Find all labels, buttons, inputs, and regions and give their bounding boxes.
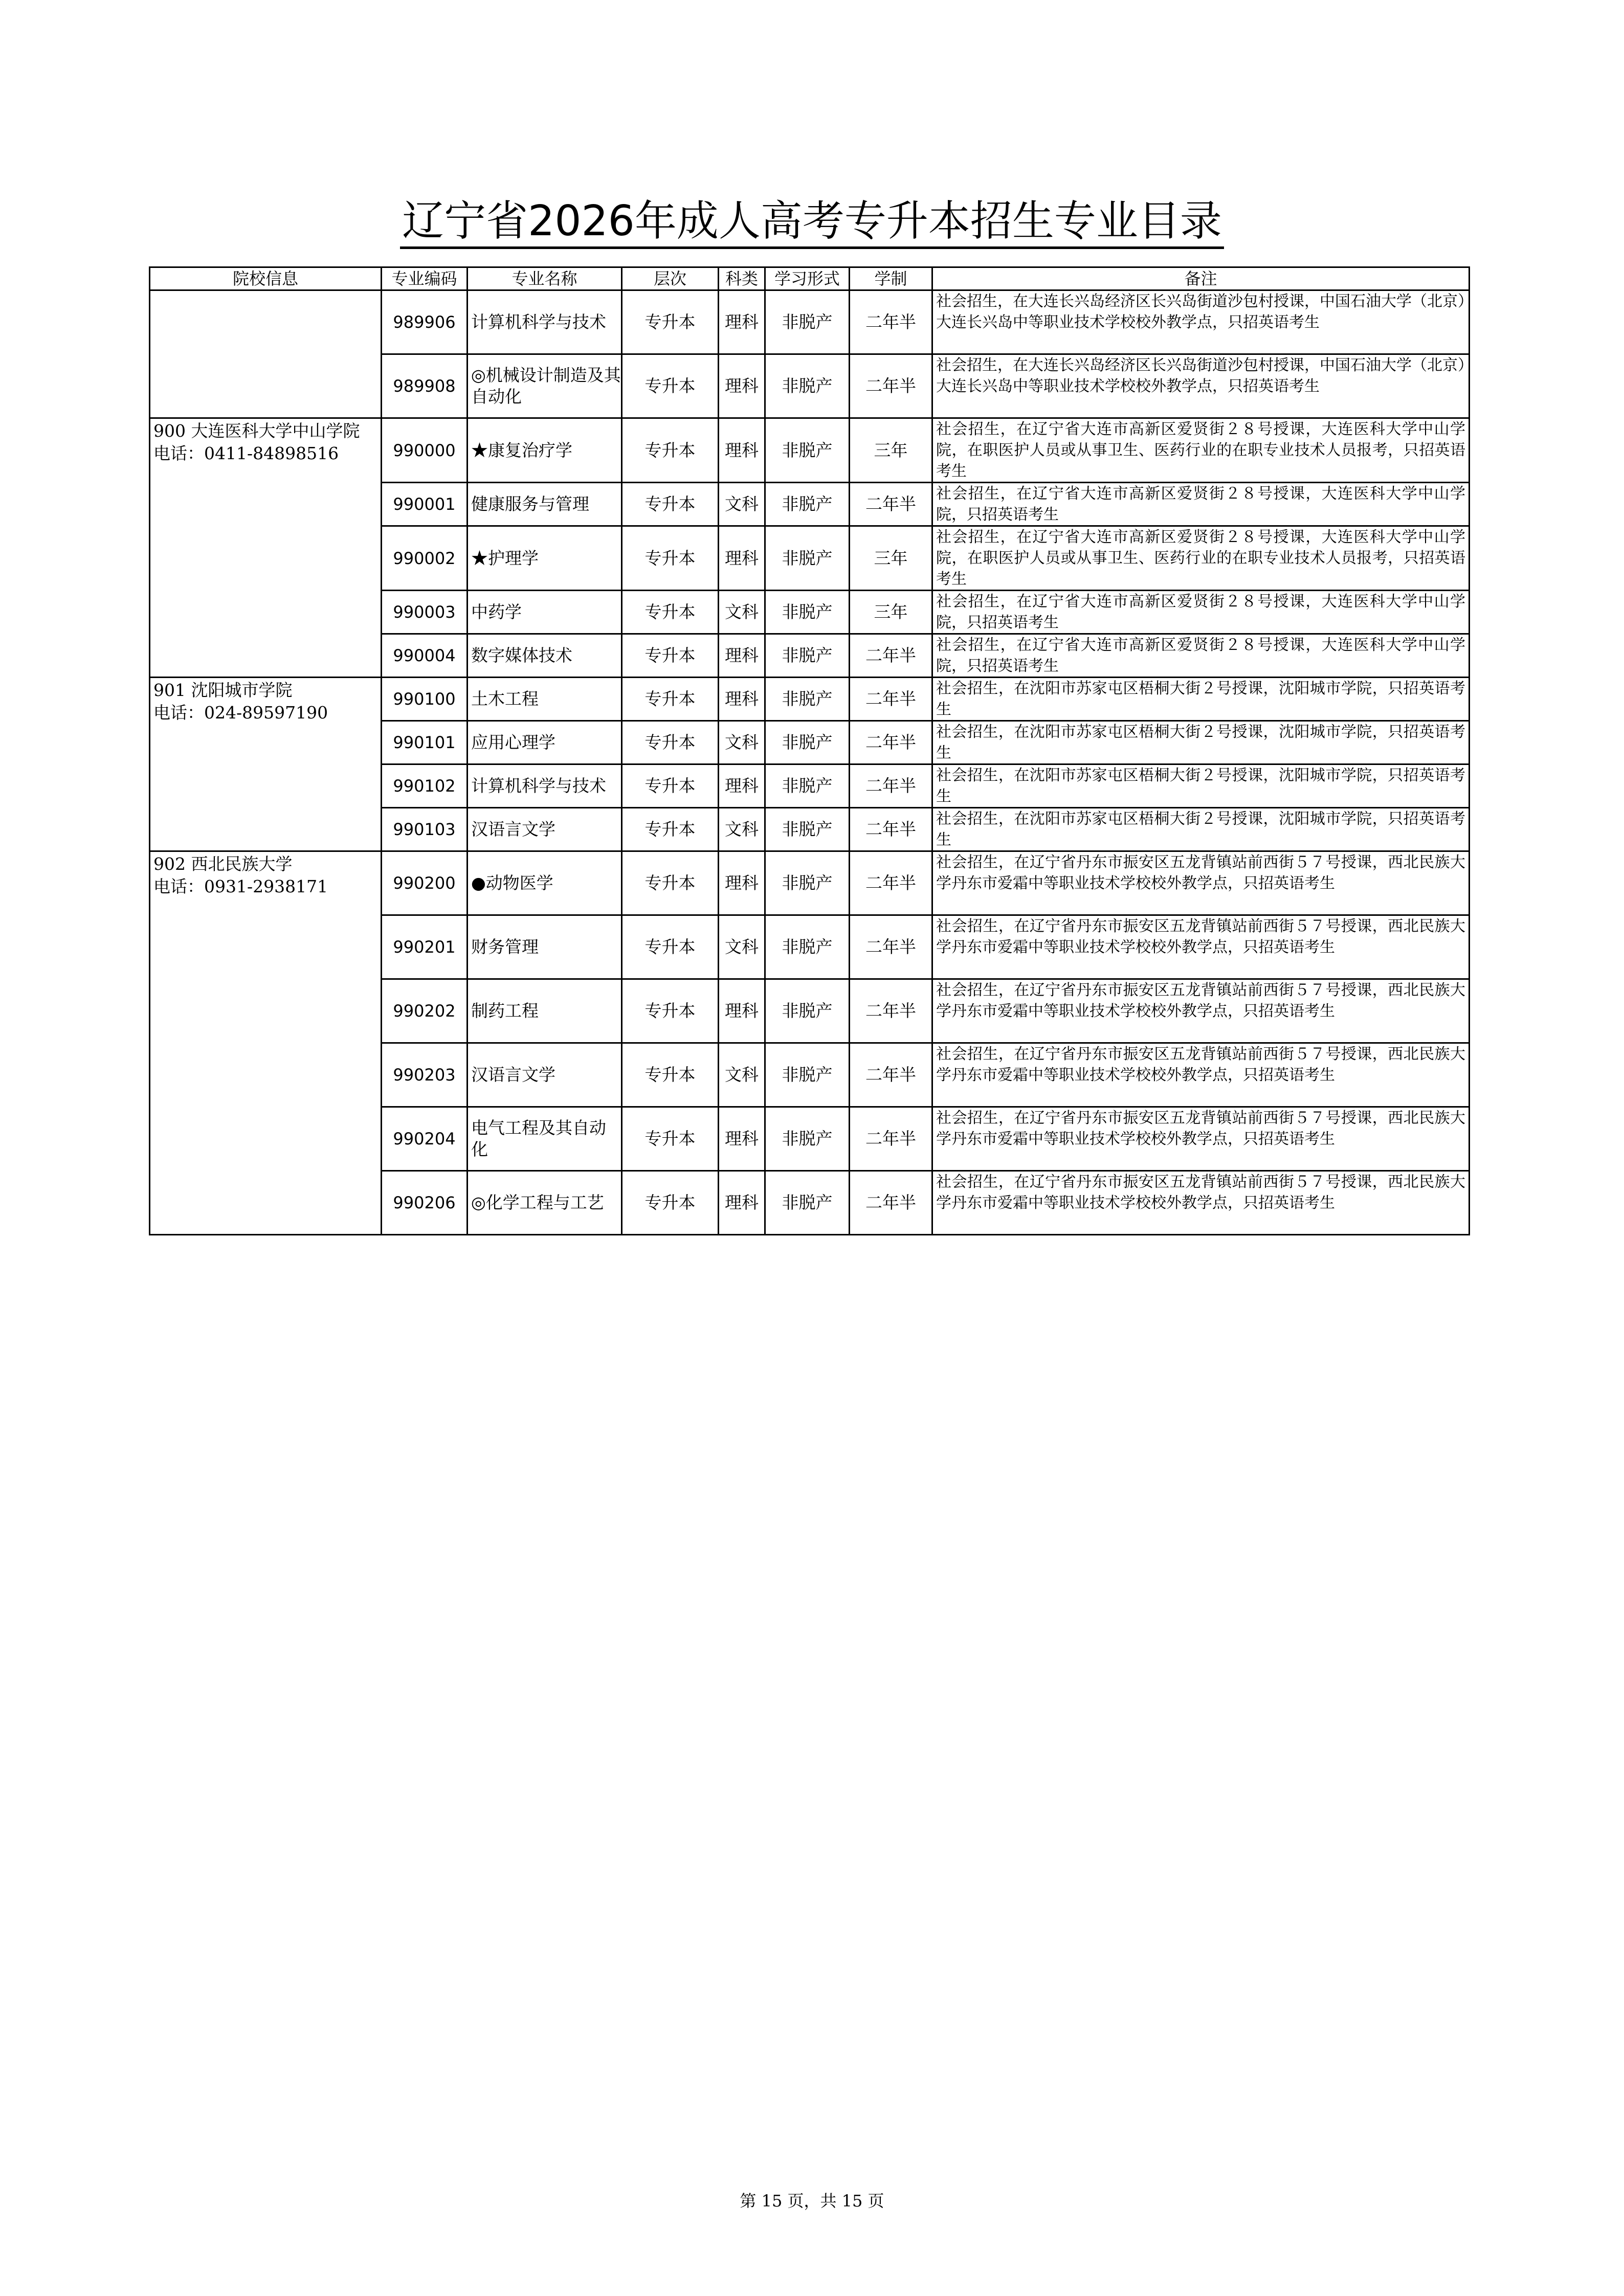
duration-cell: 二年半	[850, 290, 932, 354]
major-code-cell: 990202	[382, 979, 468, 1043]
notes-cell	[932, 979, 1470, 1043]
category-cell: 文科	[719, 483, 765, 526]
level-cell: 专升本	[622, 354, 719, 418]
level-cell: 专升本	[622, 290, 719, 354]
major-name-cell: ●动物医学	[468, 851, 622, 915]
level-cell: 专升本	[622, 591, 719, 634]
duration-cell: 三年	[850, 591, 932, 634]
category-cell: 理科	[719, 764, 765, 808]
notes-cell	[932, 483, 1470, 526]
major-code-cell: 990001	[382, 483, 468, 526]
duration-cell: 二年半	[850, 678, 932, 721]
school-name: 900 大连医科大学中山学院	[153, 421, 360, 441]
notes-cell	[932, 1043, 1470, 1107]
level-cell: 专升本	[622, 634, 719, 678]
notes-text: 社会招生，在辽宁省丹东市振安区五龙背镇站前西街５７号授课，西北民族大学丹东市爱霜中等职业技术学校校外教学点，只招英语考生	[936, 1045, 1465, 1084]
notes-cell	[932, 591, 1470, 634]
major-name-cell: 汉语言文学	[468, 1043, 622, 1107]
notes-text: 社会招生，在辽宁省大连市高新区爱贤街２８号授课，大连医科大学中山学院，在职医护人员或从事卫生、医药行业的在职专业技术人员报考，只招英语考生	[936, 420, 1465, 480]
level-cell: 专升本	[622, 808, 719, 851]
major-code-cell: 990200	[382, 851, 468, 915]
major-code-cell: 990004	[382, 634, 468, 678]
notes-cell	[932, 418, 1470, 483]
school-info-cell	[150, 851, 382, 1235]
notes-text: 社会招生，在辽宁省丹东市振安区五龙背镇站前西街５７号授课，西北民族大学丹东市爱霜中等职业技术学校校外教学点，只招英语考生	[936, 917, 1465, 956]
category-cell: 理科	[719, 979, 765, 1043]
level-cell: 专升本	[622, 915, 719, 979]
major-name-cell: 汉语言文学	[468, 808, 622, 851]
study-form-cell: 非脱产	[765, 634, 850, 678]
level-cell: 专升本	[622, 1043, 719, 1107]
major-name-cell: 数字媒体技术	[468, 634, 622, 678]
header-major-name: 专业名称	[468, 267, 622, 290]
duration-cell: 二年半	[850, 483, 932, 526]
header-category: 科类	[719, 267, 765, 290]
level-cell: 专升本	[622, 678, 719, 721]
category-cell: 理科	[719, 290, 765, 354]
level-cell: 专升本	[622, 979, 719, 1043]
notes-cell	[932, 634, 1470, 678]
notes-cell	[932, 808, 1470, 851]
page-title	[0, 193, 1624, 250]
level-cell: 专升本	[622, 851, 719, 915]
duration-cell: 二年半	[850, 1107, 932, 1171]
table-row	[150, 290, 1470, 354]
notes-text: 社会招生，在沈阳市苏家屯区梧桐大街２号授课，沈阳城市学院，只招英语考生	[936, 680, 1465, 718]
study-form-cell: 非脱产	[765, 526, 850, 591]
header-notes: 备注	[932, 267, 1470, 290]
major-code-cell: 990003	[382, 591, 468, 634]
notes-text: 社会招生，在沈阳市苏家屯区梧桐大街２号授课，沈阳城市学院，只招英语考生	[936, 723, 1465, 762]
major-code-cell: 990100	[382, 678, 468, 721]
major-code-cell: 989906	[382, 290, 468, 354]
school-phone: 电话：0411-84898516	[153, 443, 339, 463]
table-row	[150, 851, 1470, 915]
category-cell: 文科	[719, 591, 765, 634]
study-form-cell: 非脱产	[765, 290, 850, 354]
category-cell: 文科	[719, 1043, 765, 1107]
major-code-cell: 990101	[382, 721, 468, 764]
major-name-cell: 电气工程及其自动化	[468, 1107, 622, 1171]
level-cell: 专升本	[622, 764, 719, 808]
duration-cell: 二年半	[850, 721, 932, 764]
school-phone: 电话：0931-2938171	[153, 876, 328, 896]
duration-cell: 二年半	[850, 808, 932, 851]
notes-text: 社会招生，在沈阳市苏家屯区梧桐大街２号授课，沈阳城市学院，只招英语考生	[936, 767, 1465, 805]
category-cell: 文科	[719, 915, 765, 979]
table-row	[150, 678, 1470, 721]
table-header	[150, 267, 1470, 290]
study-form-cell: 非脱产	[765, 915, 850, 979]
major-name-cell: ★康复治疗学	[468, 418, 622, 483]
header-school-info: 院校信息	[150, 267, 382, 290]
notes-cell	[932, 1107, 1470, 1171]
page-title-text: 辽宁省2026年成人高考专升本招生专业目录	[400, 197, 1224, 249]
level-cell: 专升本	[622, 526, 719, 591]
duration-cell: 三年	[850, 418, 932, 483]
duration-cell: 二年半	[850, 979, 932, 1043]
duration-cell: 二年半	[850, 915, 932, 979]
category-cell: 理科	[719, 1171, 765, 1235]
major-name-cell: 计算机科学与技术	[468, 764, 622, 808]
major-code-cell: 990203	[382, 1043, 468, 1107]
level-cell: 专升本	[622, 483, 719, 526]
notes-cell	[932, 721, 1470, 764]
notes-text: 社会招生，在辽宁省大连市高新区爱贤街２８号授课，大连医科大学中山学院，只招英语考生	[936, 593, 1465, 632]
notes-text: 社会招生，在大连长兴岛经济区长兴岛街道沙包村授课，中国石油大学（北京）大连长兴岛中等职业技术学校校外教学点，只招英语考生	[936, 356, 1465, 395]
notes-cell	[932, 526, 1470, 591]
notes-text: 社会招生，在辽宁省大连市高新区爱贤街２８号授课，大连医科大学中山学院，只招英语考生	[936, 636, 1465, 675]
major-name-cell: ★护理学	[468, 526, 622, 591]
major-catalog-table	[149, 266, 1470, 1235]
notes-text: 社会招生，在辽宁省大连市高新区爱贤街２８号授课，大连医科大学中山学院，只招英语考生	[936, 485, 1465, 524]
duration-cell: 二年半	[850, 634, 932, 678]
major-code-cell: 990102	[382, 764, 468, 808]
notes-text: 社会招生，在沈阳市苏家屯区梧桐大街２号授课，沈阳城市学院，只招英语考生	[936, 810, 1465, 849]
major-name-cell: ◎机械设计制造及其自动化	[468, 354, 622, 418]
header-row	[150, 267, 1470, 290]
major-code-cell: 990000	[382, 418, 468, 483]
notes-cell	[932, 851, 1470, 915]
major-code-cell: 989908	[382, 354, 468, 418]
duration-cell: 二年半	[850, 1171, 932, 1235]
notes-text: 社会招生，在辽宁省丹东市振安区五龙背镇站前西街５７号授课，西北民族大学丹东市爱霜中等职业技术学校校外教学点，只招英语考生	[936, 1109, 1465, 1148]
header-duration: 学制	[850, 267, 932, 290]
table-body	[150, 290, 1470, 1235]
level-cell: 专升本	[622, 1171, 719, 1235]
major-name-cell: 应用心理学	[468, 721, 622, 764]
notes-text: 社会招生，在辽宁省丹东市振安区五龙背镇站前西街５７号授课，西北民族大学丹东市爱霜中等职业技术学校校外教学点，只招英语考生	[936, 981, 1465, 1020]
header-level: 层次	[622, 267, 719, 290]
notes-text: 社会招生，在辽宁省丹东市振安区五龙背镇站前西街５７号授课，西北民族大学丹东市爱霜中等职业技术学校校外教学点，只招英语考生	[936, 853, 1465, 892]
school-info-cell	[150, 418, 382, 678]
category-cell: 理科	[719, 418, 765, 483]
study-form-cell: 非脱产	[765, 591, 850, 634]
duration-cell: 二年半	[850, 354, 932, 418]
major-name-cell: 财务管理	[468, 915, 622, 979]
major-name-cell: ◎化学工程与工艺	[468, 1171, 622, 1235]
major-code-cell: 990206	[382, 1171, 468, 1235]
notes-text: 社会招生，在大连长兴岛经济区长兴岛街道沙包村授课，中国石油大学（北京）大连长兴岛中等职业技术学校校外教学点，只招英语考生	[936, 292, 1465, 331]
major-code-cell: 990103	[382, 808, 468, 851]
study-form-cell: 非脱产	[765, 418, 850, 483]
category-cell: 文科	[719, 808, 765, 851]
level-cell: 专升本	[622, 1107, 719, 1171]
notes-cell	[932, 354, 1470, 418]
category-cell: 理科	[719, 1107, 765, 1171]
level-cell: 专升本	[622, 418, 719, 483]
study-form-cell: 非脱产	[765, 764, 850, 808]
major-name-cell: 计算机科学与技术	[468, 290, 622, 354]
header-study-form: 学习形式	[765, 267, 850, 290]
major-code-cell: 990201	[382, 915, 468, 979]
category-cell: 理科	[719, 678, 765, 721]
school-info-cell	[150, 678, 382, 851]
notes-cell	[932, 290, 1470, 354]
study-form-cell: 非脱产	[765, 1107, 850, 1171]
notes-text: 社会招生，在辽宁省大连市高新区爱贤街２８号授课，大连医科大学中山学院，在职医护人员或从事卫生、医药行业的在职专业技术人员报考，只招英语考生	[936, 528, 1465, 588]
duration-cell: 三年	[850, 526, 932, 591]
major-name-cell: 中药学	[468, 591, 622, 634]
category-cell: 理科	[719, 526, 765, 591]
category-cell: 理科	[719, 354, 765, 418]
notes-cell	[932, 1171, 1470, 1235]
notes-cell	[932, 678, 1470, 721]
duration-cell: 二年半	[850, 851, 932, 915]
notes-cell	[932, 764, 1470, 808]
study-form-cell: 非脱产	[765, 354, 850, 418]
study-form-cell: 非脱产	[765, 483, 850, 526]
header-major-code: 专业编码	[382, 267, 468, 290]
study-form-cell: 非脱产	[765, 851, 850, 915]
major-name-cell: 制药工程	[468, 979, 622, 1043]
level-cell: 专升本	[622, 721, 719, 764]
major-name-cell: 土木工程	[468, 678, 622, 721]
major-name-cell: 健康服务与管理	[468, 483, 622, 526]
school-name: 901 沈阳城市学院	[153, 680, 293, 700]
major-code-cell: 990002	[382, 526, 468, 591]
study-form-cell: 非脱产	[765, 808, 850, 851]
major-code-cell: 990204	[382, 1107, 468, 1171]
category-cell: 理科	[719, 851, 765, 915]
duration-cell: 二年半	[850, 764, 932, 808]
study-form-cell: 非脱产	[765, 1043, 850, 1107]
school-phone: 电话：024-89597190	[153, 703, 328, 723]
study-form-cell: 非脱产	[765, 721, 850, 764]
notes-text: 社会招生，在辽宁省丹东市振安区五龙背镇站前西街５７号授课，西北民族大学丹东市爱霜中等职业技术学校校外教学点，只招英语考生	[936, 1173, 1465, 1212]
category-cell: 理科	[719, 634, 765, 678]
page-footer: 第 15 页，共 15 页	[740, 2191, 884, 2211]
table-row	[150, 418, 1470, 483]
study-form-cell: 非脱产	[765, 979, 850, 1043]
category-cell: 文科	[719, 721, 765, 764]
duration-cell: 二年半	[850, 1043, 932, 1107]
study-form-cell: 非脱产	[765, 678, 850, 721]
study-form-cell: 非脱产	[765, 1171, 850, 1235]
school-name: 902 西北民族大学	[153, 854, 293, 874]
notes-cell	[932, 915, 1470, 979]
school-info-cell	[150, 290, 382, 418]
